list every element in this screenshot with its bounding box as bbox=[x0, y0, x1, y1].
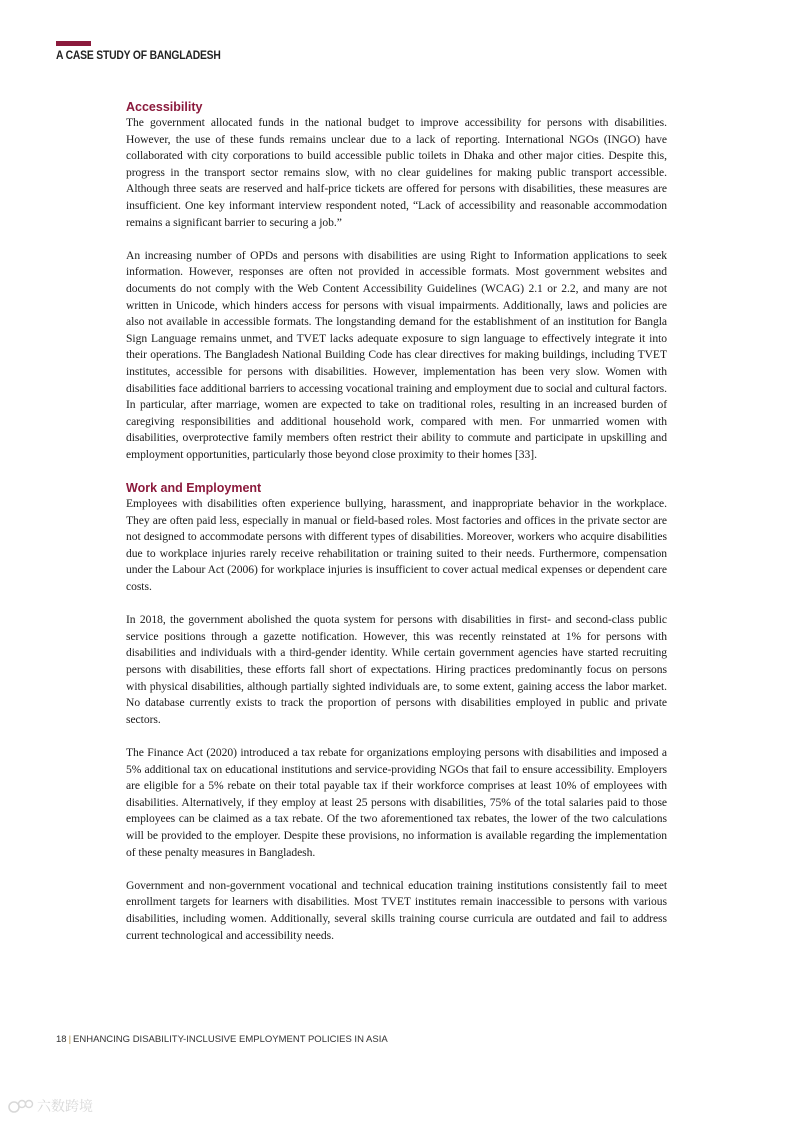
section-heading: Accessibility bbox=[126, 100, 203, 114]
page-number: 18 bbox=[56, 1034, 67, 1045]
watermark-text: 六数跨境 bbox=[37, 1099, 93, 1115]
running-header-title: A CASE STUDY OF BANGLADESH bbox=[56, 48, 221, 62]
main-content bbox=[126, 99, 667, 961]
page-footer bbox=[56, 1034, 388, 1045]
watermark-logo-icon bbox=[8, 1098, 34, 1114]
footer-title: ENHANCING DISABILITY-INCLUSIVE EMPLOYMENT POLICIES IN ASIA bbox=[73, 1034, 388, 1045]
paragraph: In 2018, the government abolished the quota system for persons with disabilities in first- and second-class public service positions through a gazette notification. However, this was recently reinstated at 1% for persons with disabilities and individuals with a third-gender identity. While certain government agencies have started recruiting persons with disabilities, these efforts fall short of expectations. Hiring practices predominantly focus on persons with physical disabilities, although partially sighted individuals are, to some extent, gaining access the labor market. No database currently exists to track the proportion of persons with disabilities employed in public and private sectors. bbox=[126, 613, 667, 726]
section-work-and-employment bbox=[126, 480, 667, 944]
section-accessibility bbox=[126, 99, 667, 463]
watermark bbox=[8, 1096, 93, 1116]
footer-separator: | bbox=[68, 1034, 72, 1045]
paragraph: Government and non-government vocational and technical education training institutions consistently fail to meet enrollment targets for learners with disabilities. Most TVET institutes remain inaccessible to persons with various disabilities, including women. Additionally, several skills training course curricula are outdated and fail to address current technological and accessibility needs. bbox=[126, 878, 667, 942]
paragraph: The Finance Act (2020) introduced a tax rebate for organizations employing persons with disabilities and imposed a 5% additional tax on educational institutions and service-providing NGOs that fail to ensure accessibility. Employers are eligible for a 5% rebate on their total payable tax if their workforce comprises at least 10% of employees with disabilities. Alternatively, if they employ at least 25 persons with disabilities, 75% of the total salaries paid to those employees can be claimed as a tax rebate. Of the two aforementioned tax rebates, the lower of the two calculations will be provided to the employer. Despite these provisions, no information is available regarding the implementation of these penalty measures in Bangladesh. bbox=[126, 745, 667, 859]
section-heading: Work and Employment bbox=[126, 481, 262, 496]
paragraph: Employees with disabilities often experience bullying, harassment, and inappropriate behavior in the workplace. They are often paid less, especially in manual or field-based roles. Most factories and offices in the private sector are not designed to accommodate persons with different types of disabilities. Moreover, workers who acquire disabilities due to workplace injuries rarely receive rehabilitation or training suited to their needs. Furthermore, compensation under the Labour Act (2006) for workplace injuries is insufficient to cover actual medical expenses or dependent care costs. bbox=[126, 497, 667, 594]
paragraph: An increasing number of OPDs and persons with disabilities are using Right to Information applications to seek information. However, responses are often not provided in accessible formats. Most government websites and documents do not comply with the Web Content Accessibility Guidelines (WCAG) 2.1 or 2.2, and many are not written in Unicode, which hinders access for persons with visual impairments. Additionally, laws and policies are also not available in accessible formats. The longstanding demand for the establishment of an institution for Bangla Sign Language remains unmet, and TVET lacks adequate exposure to sign language to effectively integrate it into their operations. The Bangladesh National Building Code has clear directives for making buildings, including TVET institutes, accessible for persons with disabilities. However, implementation has been very slow. Women with disabilities face additional barriers to accessing vocational training and employment due to social and cultural factors. In particular, after marriage, women are expected to take on traditional roles, resulting in an increased burden of caregiving responsibilities and additional household work, compared with men. For unmarried women with disabilities, overprotective family members often restrict their ability to commute and participate in upskilling and employment opportunities, particularly those beyond close proximity to their homes [33]. bbox=[126, 248, 667, 461]
paragraph: The government allocated funds in the national budget to improve accessibility for persons with disabilities. However, the use of these funds remains unclear due to a lack of reporting. International NGOs (INGO) have collaborated with city corporations to build accessible public toilets in Dhaka and other major cities. Despite this, progress in the transport sector remains slow, with no clear guidelines for making public transport accessible. Although three seats are reserved and half-price tickets are offered for persons with disabilities, these measures are insufficient. One key informant interview respondent noted, “Lack of accessibility and reasonable accommodation remains a significant barrier to securing a job.” bbox=[126, 116, 667, 229]
header-accent-bar bbox=[56, 41, 91, 46]
